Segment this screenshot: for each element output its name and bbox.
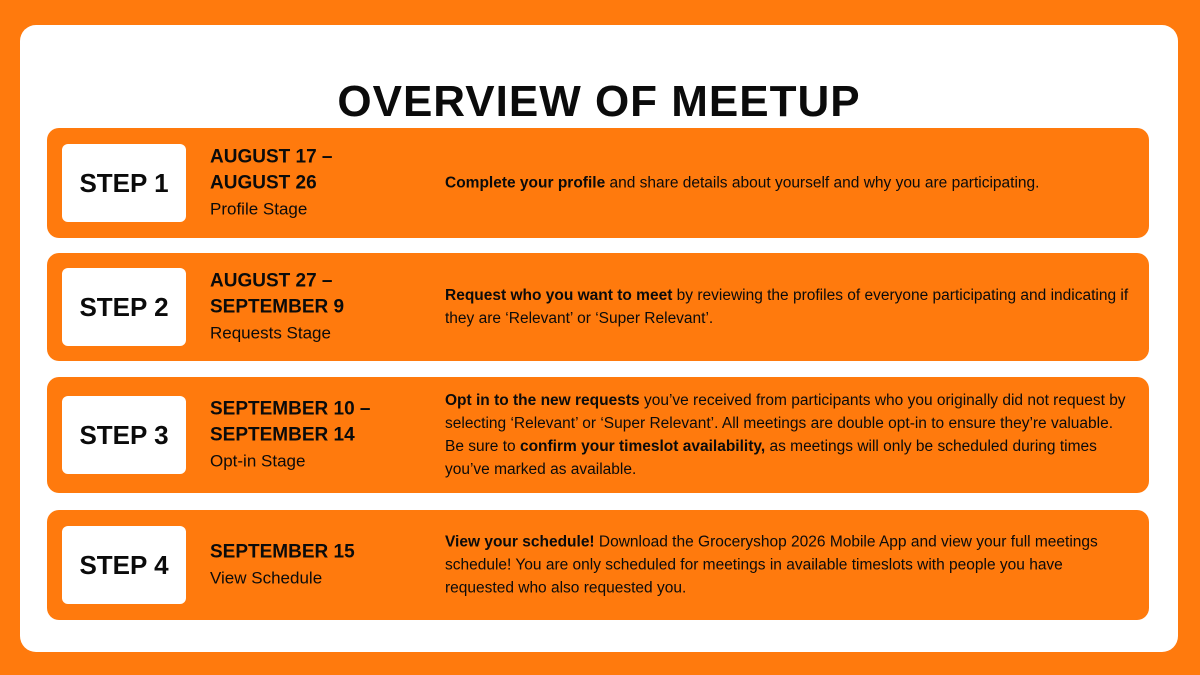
- step-4-dates: [210, 540, 420, 591]
- description-emphasis: View your schedule!: [445, 533, 595, 551]
- step-4-stage: View Schedule: [210, 568, 323, 588]
- step-4-badge: STEP 4: [62, 526, 186, 604]
- description-emphasis: Complete your profile: [445, 174, 606, 192]
- step-2-badge: STEP 2: [62, 268, 186, 346]
- step-1-badge: STEP 1: [62, 144, 186, 222]
- step-1-date-end: AUGUST 26: [210, 172, 317, 194]
- step-3-row: [47, 377, 1149, 493]
- step-1-dates: [210, 145, 420, 222]
- description-text: Download the Groceryshop 2026 Mobile App and view your full meetings schedule! You are only scheduled for meetings in available timeslots with people you have requested who also requested you.: [445, 533, 1098, 597]
- step-3-dates: [210, 397, 420, 474]
- description-text: and share details about yourself and why you are participating.: [605, 174, 1040, 192]
- description-emphasis: Opt in to the new requests: [445, 392, 640, 409]
- step-3-stage: Opt-in Stage: [210, 451, 306, 471]
- description-text: you’ve received from participants who you originally did not request by selecting ‘Relevant’ or ‘Super Relevant’. All meetings are double opt-in to ensure they’re valuable. Be sure to: [445, 392, 1126, 455]
- step-3-date-end: SEPTEMBER 14: [210, 424, 355, 446]
- step-2-date-end: SEPTEMBER 9: [210, 296, 345, 318]
- description-emphasis: confirm your timeslot availability,: [519, 438, 766, 455]
- step-2-row: [47, 253, 1149, 361]
- step-2-stage: Requests Stage: [210, 323, 331, 343]
- step-2-date-start: AUGUST 27 –: [210, 270, 333, 292]
- step-3-description: [445, 389, 1135, 481]
- step-1-description: [445, 172, 1135, 195]
- description-text: by reviewing the profiles of everyone participating and indicating if they are ‘Relevant’ or ‘Super Relevant’.: [445, 287, 1129, 327]
- page-title: OVERVIEW OF MEETUP: [337, 77, 861, 126]
- step-4-description: [445, 531, 1135, 600]
- step-2-dates: [210, 269, 420, 346]
- step-1-stage: Profile Stage: [210, 199, 308, 219]
- description-text: as meetings will only be scheduled during times you’ve marked as available.: [445, 438, 1097, 478]
- step-3-date-start: SEPTEMBER 10 –: [210, 398, 371, 420]
- description-emphasis: Request who you want to meet: [445, 287, 673, 304]
- step-3-badge: STEP 3: [62, 396, 186, 474]
- step-4-row: [47, 510, 1149, 620]
- step-1-date-start: AUGUST 17 –: [210, 146, 333, 168]
- step-4-date: SEPTEMBER 15: [210, 541, 355, 563]
- step-1-row: [47, 128, 1149, 238]
- step-2-description: [445, 284, 1135, 330]
